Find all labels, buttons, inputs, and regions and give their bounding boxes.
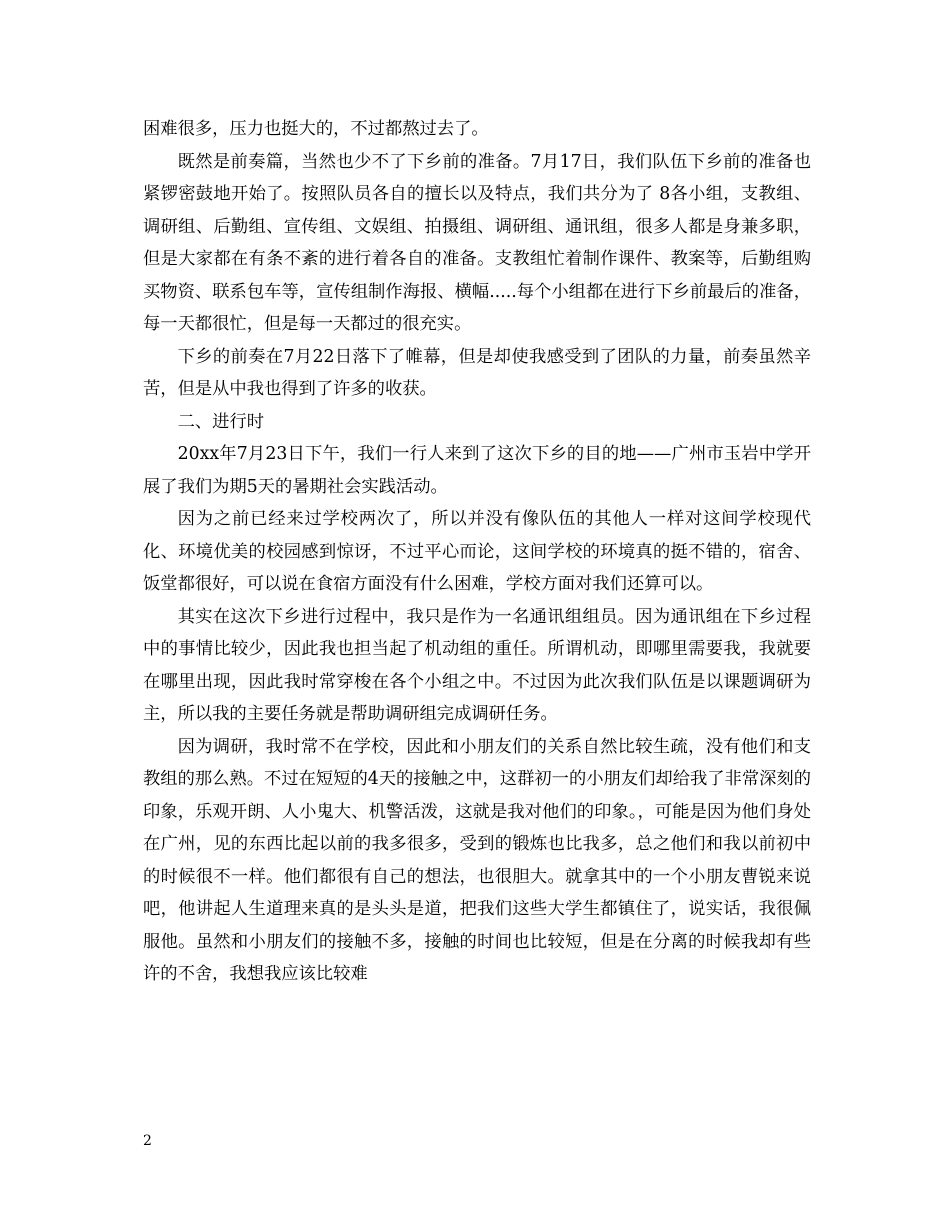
section-heading: 二、进行时: [177, 411, 265, 432]
paragraph-children: 因为调研，我时常不在学校，因此和小朋友们的关系自然比较生疏，没有他们和支教组的那么熟。不过在短短的4天的接触之中，这群初一的小朋友们却给我了非常深刻的印象，乐观开朗、人小鬼大、机警活泼，这就是我对他们的印象。，可能是因为他们身处在广州，见的东西比起以前的我多很多，受到的锻炼也比我多，总之他们和我以前初中的时候很不一样。他们都很有自己的想法，也很胆大。就拿其中的一个小朋友曹锐来说吧，他讲起人生道理来真的是头头是道，把我们这些大学生都镇住了，说实话，我很佩服他。虽然和小朋友们的接触不多，接触的时间也比较短，但是在分离的时候我却有些许的不舍，我想我应该比较难: [143, 736, 811, 984]
paragraph-role: 其实在这次下乡进行过程中，我只是作为一名通讯组组员。因为通讯组在下乡过程中的事情比较少，因此我也担当起了机动组的重任。所谓机动，即哪里需要我，我就要在哪里出现，因此我时常穿梭在各个小组之中。不过因为此次我们队伍是以课题调研为主，所以我的主要任务就是帮助调研组完成调研任务。: [143, 606, 811, 724]
page-number: 2: [143, 1133, 152, 1149]
paragraph-preparation: 既然是前奏篇，当然也少不了下乡前的准备。7月17日，我们队伍下乡前的准备也紧锣密鼓地开始了。按照队员各自的擅长以及特点，我们共分为了 8各小组，支教组、调研组、后勤组、宣传组、文娱组、拍摄组、调研组、通讯组，很多人都是身兼多职，但是大家都在有条不紊的进行着各自的准备。支教组忙着制作课件、教案等，后勤组购买物资、联系包车等，宣传组制作海报、横幅.....每个小组都在进行下乡前最后的准备，每一天都很忙，但是每一天都过的很充实。: [143, 151, 811, 334]
paragraph-continuation: 困难很多，压力也挺大的，不过都熬过去了。: [143, 119, 489, 139]
paragraph-prelude-end: 下乡的前奏在7月22日落下了帷幕，但是却使我感受到了团队的力量，前奏虽然辛苦，但是从中我也得到了许多的收获。: [143, 346, 811, 399]
document-body: [143, 113, 811, 991]
paragraph-school: 因为之前已经来过学校两次了，所以并没有像队伍的其他人一样对这间学校现代化、环境优美的校园感到惊讶，不过平心而论，这间学校的环境真的挺不错的，宿舍、饭堂都很好，可以说在食宿方面没有什么困难，学校方面对我们还算可以。: [143, 509, 811, 594]
paragraph-arrival: 20xx年7月23日下午，我们一行人来到了这次下乡的目的地——广州市玉岩中学开展了我们为期5天的暑期社会实践活动。: [143, 444, 811, 497]
